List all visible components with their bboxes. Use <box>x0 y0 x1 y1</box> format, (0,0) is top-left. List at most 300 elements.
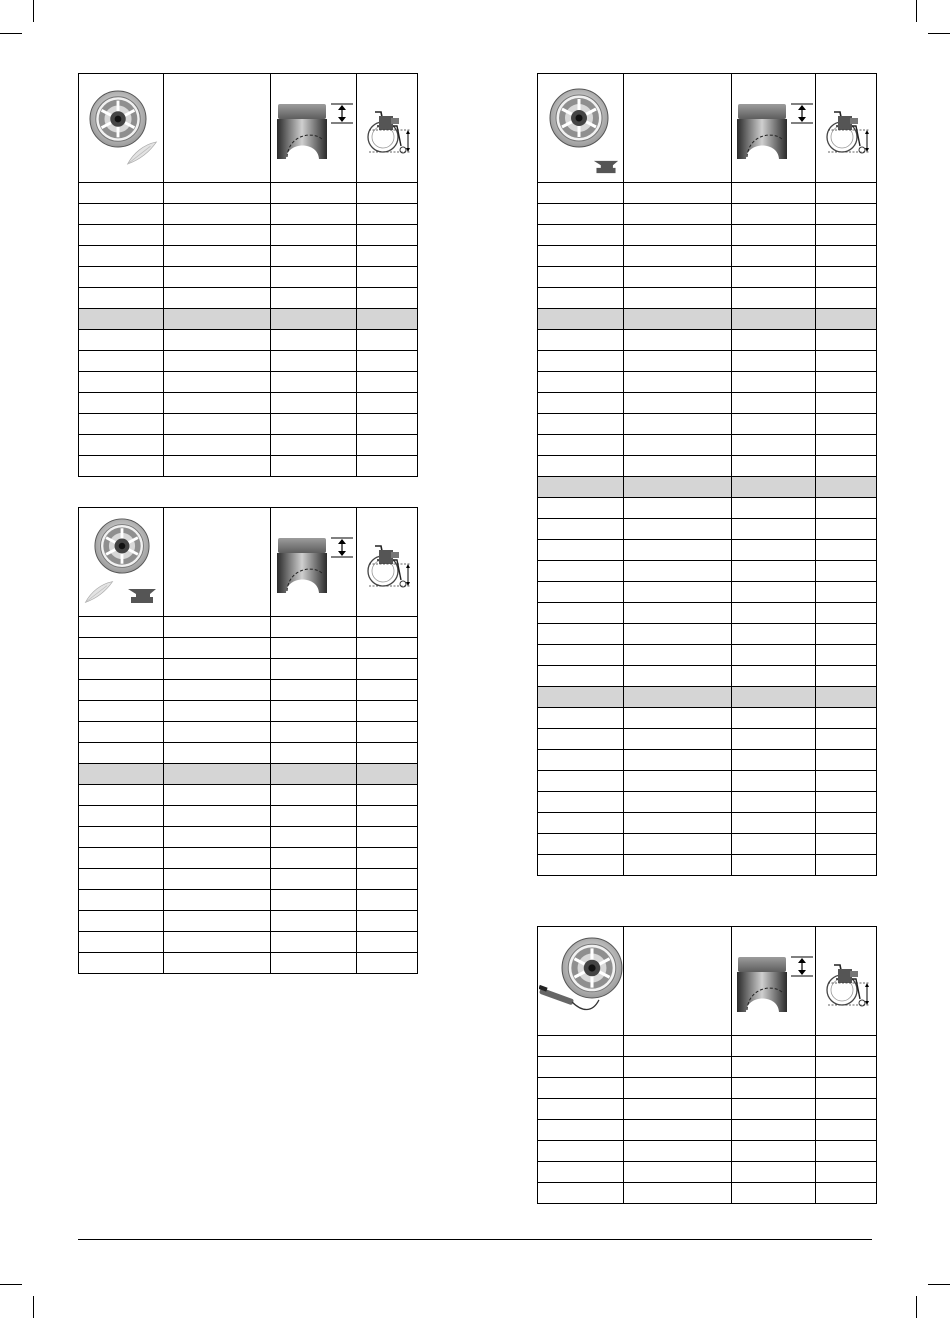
table-row <box>79 806 418 827</box>
table-cell <box>164 911 271 932</box>
table-cell <box>624 1183 732 1204</box>
table-cell <box>538 372 624 393</box>
table-body <box>79 617 418 974</box>
table-cell <box>538 351 624 372</box>
table-cell <box>624 498 732 519</box>
shaded-row <box>538 477 877 498</box>
table-cell <box>271 225 357 246</box>
table-cell <box>816 603 877 624</box>
table-cell <box>538 246 624 267</box>
table-row <box>79 288 418 309</box>
table-cell <box>732 792 816 813</box>
table-row <box>79 953 418 974</box>
table-cell <box>732 708 816 729</box>
table-cell <box>79 680 164 701</box>
table-cell <box>271 330 357 351</box>
bracket-header-cell <box>164 74 271 183</box>
table-cell <box>816 519 877 540</box>
shaded-row <box>79 764 418 785</box>
table-cell <box>624 246 732 267</box>
crop-mark <box>0 1284 22 1285</box>
table-row <box>538 855 877 876</box>
table-cell <box>816 309 877 330</box>
table-cell <box>79 435 164 456</box>
table-row <box>538 666 877 687</box>
table-row <box>538 540 877 561</box>
table-cell <box>732 687 816 708</box>
table-cell <box>164 456 271 477</box>
table-cell <box>816 1183 877 1204</box>
table-cell <box>271 806 357 827</box>
table-cell <box>164 204 271 225</box>
anvil-icon <box>128 589 156 603</box>
table-cell <box>164 953 271 974</box>
table-cell <box>624 540 732 561</box>
table-row <box>538 1099 877 1120</box>
table-row <box>79 785 418 806</box>
table-cell <box>624 477 732 498</box>
table-cell <box>357 848 418 869</box>
table-row <box>79 246 418 267</box>
table-cell <box>624 855 732 876</box>
table-cell <box>271 617 357 638</box>
table-cell <box>624 624 732 645</box>
table-cell <box>538 792 624 813</box>
table-cell <box>164 932 271 953</box>
table-cell <box>732 498 816 519</box>
table-cell <box>357 827 418 848</box>
table-cell <box>732 1141 816 1162</box>
table-cell <box>271 435 357 456</box>
table-cell <box>79 722 164 743</box>
crop-mark <box>33 1296 34 1318</box>
table-cell <box>816 1162 877 1183</box>
table-cell <box>624 729 732 750</box>
table-cell <box>357 372 418 393</box>
table-cell <box>816 855 877 876</box>
table-cell <box>357 435 418 456</box>
wheel-table-3 <box>537 73 877 876</box>
table-cell <box>79 932 164 953</box>
table-cell <box>164 890 271 911</box>
table-cell <box>816 414 877 435</box>
table-cell <box>79 351 164 372</box>
table-cell <box>79 869 164 890</box>
table-cell <box>816 204 877 225</box>
table-cell <box>538 1120 624 1141</box>
chair-header-cell <box>357 74 418 183</box>
wheel-header-cell <box>538 927 624 1036</box>
table-cell <box>624 414 732 435</box>
table-cell <box>79 372 164 393</box>
table-cell <box>624 372 732 393</box>
table-cell <box>816 1057 877 1078</box>
table-cell <box>732 645 816 666</box>
table-row <box>538 456 877 477</box>
table-row <box>538 1141 877 1162</box>
table-row <box>538 645 877 666</box>
table-cell <box>816 393 877 414</box>
crop-mark <box>916 0 917 22</box>
table-cell <box>538 1036 624 1057</box>
feather-icon <box>128 142 157 164</box>
table-cell <box>79 785 164 806</box>
table-cell <box>357 911 418 932</box>
table-cell <box>538 330 624 351</box>
table-row <box>79 393 418 414</box>
table-cell <box>357 722 418 743</box>
table-cell <box>538 582 624 603</box>
table-row <box>538 792 877 813</box>
table-cell <box>271 393 357 414</box>
table-cell <box>357 806 418 827</box>
table-row <box>79 743 418 764</box>
table-cell <box>732 1183 816 1204</box>
table-cell <box>732 288 816 309</box>
table-cell <box>732 435 816 456</box>
table-row <box>79 869 418 890</box>
wheelchair-icon <box>368 546 410 587</box>
table-cell <box>624 435 732 456</box>
table-cell <box>816 435 877 456</box>
table-cell <box>357 680 418 701</box>
table-cell <box>538 1078 624 1099</box>
shaded-row <box>538 309 877 330</box>
table-cell <box>732 729 816 750</box>
seat-height-icon <box>737 957 813 1012</box>
table-cell <box>538 855 624 876</box>
table-row <box>538 519 877 540</box>
table-row <box>79 617 418 638</box>
table-cell <box>624 330 732 351</box>
table-cell <box>79 659 164 680</box>
table-cell <box>624 519 732 540</box>
table-cell <box>164 722 271 743</box>
table-cell <box>538 561 624 582</box>
table-cell <box>732 456 816 477</box>
table-cell <box>538 750 624 771</box>
table-cell <box>816 834 877 855</box>
seat-height-icon <box>277 104 353 159</box>
crop-mark <box>928 1284 950 1285</box>
table-cell <box>816 1036 877 1057</box>
table-cell <box>79 701 164 722</box>
table-cell <box>357 764 418 785</box>
table-cell <box>538 267 624 288</box>
feather-icon <box>85 582 112 603</box>
table-cell <box>357 617 418 638</box>
table-row <box>79 911 418 932</box>
table-cell <box>164 701 271 722</box>
table-body <box>79 183 418 477</box>
table-cell <box>624 792 732 813</box>
table-row <box>538 1120 877 1141</box>
table-cell <box>538 813 624 834</box>
table-row <box>79 372 418 393</box>
table-cell <box>538 288 624 309</box>
table-cell <box>271 911 357 932</box>
crop-mark <box>33 0 34 22</box>
table-cell <box>357 414 418 435</box>
table-cell <box>79 267 164 288</box>
table-cell <box>816 561 877 582</box>
table-cell <box>732 183 816 204</box>
table-cell <box>816 645 877 666</box>
table-row <box>538 813 877 834</box>
table-cell <box>538 1162 624 1183</box>
table-cell <box>164 225 271 246</box>
anvil-icon <box>593 161 617 173</box>
table-cell <box>732 267 816 288</box>
table-cell <box>538 456 624 477</box>
table-cell <box>732 582 816 603</box>
table-cell <box>271 638 357 659</box>
table-cell <box>79 953 164 974</box>
table-row <box>79 225 418 246</box>
seat-height-icon <box>737 104 813 159</box>
wheel-icon <box>562 938 622 998</box>
table-row <box>79 456 418 477</box>
table-cell <box>271 288 357 309</box>
wheel-icon <box>550 89 608 147</box>
table-cell <box>816 183 877 204</box>
table-cell <box>538 1183 624 1204</box>
table-cell <box>164 617 271 638</box>
table-cell <box>79 393 164 414</box>
table-cell <box>79 183 164 204</box>
table-cell <box>357 869 418 890</box>
table-cell <box>732 204 816 225</box>
bracket-header-cell <box>164 508 271 617</box>
wheel-table-4 <box>537 926 877 1204</box>
table-cell <box>357 288 418 309</box>
table-row <box>79 932 418 953</box>
table-cell <box>538 666 624 687</box>
table-cell <box>624 582 732 603</box>
table-cell <box>624 687 732 708</box>
table-cell <box>271 351 357 372</box>
table-cell <box>732 834 816 855</box>
table-row <box>79 435 418 456</box>
table-cell <box>357 267 418 288</box>
table-cell <box>732 561 816 582</box>
wheel-table-1 <box>78 73 418 477</box>
table-cell <box>732 519 816 540</box>
table-cell <box>732 771 816 792</box>
table-cell <box>164 309 271 330</box>
table-cell <box>538 1057 624 1078</box>
table-row <box>538 225 877 246</box>
table-cell <box>271 204 357 225</box>
table-row <box>538 204 877 225</box>
chair-header-cell <box>816 74 877 183</box>
table-cell <box>624 708 732 729</box>
chair-header-cell <box>816 927 877 1036</box>
table-cell <box>79 764 164 785</box>
table-cell <box>538 225 624 246</box>
table-row <box>538 561 877 582</box>
table-cell <box>816 456 877 477</box>
table-cell <box>624 288 732 309</box>
table-cell <box>732 540 816 561</box>
table-cell <box>624 393 732 414</box>
table-row <box>538 267 877 288</box>
table-cell <box>164 372 271 393</box>
table-row <box>79 701 418 722</box>
table-cell <box>732 750 816 771</box>
table-cell <box>164 351 271 372</box>
table-row <box>538 708 877 729</box>
table-cell <box>164 183 271 204</box>
table-cell <box>164 393 271 414</box>
table-cell <box>816 1120 877 1141</box>
table-row <box>538 1057 877 1078</box>
table-cell <box>816 351 877 372</box>
wheel-icon <box>90 91 146 147</box>
table-cell <box>357 393 418 414</box>
table-cell <box>164 869 271 890</box>
table-row <box>538 372 877 393</box>
table-row <box>79 827 418 848</box>
table-cell <box>79 456 164 477</box>
table-row <box>538 288 877 309</box>
table-row <box>538 834 877 855</box>
table-cell <box>271 827 357 848</box>
table-cell <box>816 477 877 498</box>
table-cell <box>816 624 877 645</box>
table-cell <box>732 351 816 372</box>
table-cell <box>816 792 877 813</box>
table-cell <box>164 764 271 785</box>
table-cell <box>732 414 816 435</box>
table-cell <box>271 848 357 869</box>
table-cell <box>538 687 624 708</box>
table-cell <box>271 743 357 764</box>
table-cell <box>271 869 357 890</box>
table-cell <box>79 890 164 911</box>
wheel-table-2 <box>78 507 418 974</box>
table-cell <box>271 456 357 477</box>
table-cell <box>732 624 816 645</box>
wheelchair-icon <box>827 112 869 153</box>
table-cell <box>624 456 732 477</box>
table-cell <box>164 435 271 456</box>
table-cell <box>79 288 164 309</box>
table-cell <box>816 288 877 309</box>
table-cell <box>164 638 271 659</box>
table-cell <box>624 1162 732 1183</box>
table-cell <box>624 1099 732 1120</box>
table-cell <box>79 309 164 330</box>
wheel-icon <box>95 519 149 573</box>
table-cell <box>164 246 271 267</box>
table-cell <box>357 246 418 267</box>
wheelchair-icon <box>827 965 869 1006</box>
table-cell <box>538 204 624 225</box>
table-cell <box>271 309 357 330</box>
table-row <box>538 603 877 624</box>
table-cell <box>271 267 357 288</box>
table-cell <box>357 932 418 953</box>
table-cell <box>357 890 418 911</box>
table-cell <box>624 750 732 771</box>
table-cell <box>271 680 357 701</box>
table-cell <box>79 848 164 869</box>
table-cell <box>271 183 357 204</box>
table-row <box>79 638 418 659</box>
table-cell <box>624 645 732 666</box>
table-row <box>538 393 877 414</box>
table-row <box>538 498 877 519</box>
table-cell <box>624 1141 732 1162</box>
table-cell <box>538 645 624 666</box>
footer-rule <box>78 1239 872 1240</box>
table-cell <box>357 225 418 246</box>
crop-mark <box>916 1296 917 1318</box>
table-row <box>538 351 877 372</box>
table-cell <box>271 953 357 974</box>
shaded-row <box>538 687 877 708</box>
table-cell <box>624 1078 732 1099</box>
table-cell <box>732 372 816 393</box>
table-row <box>79 659 418 680</box>
table-cell <box>538 519 624 540</box>
table-cell <box>624 666 732 687</box>
table-row <box>79 204 418 225</box>
table-cell <box>538 624 624 645</box>
table-cell <box>164 288 271 309</box>
table-cell <box>271 246 357 267</box>
table-cell <box>538 498 624 519</box>
table-cell <box>271 414 357 435</box>
table-row <box>79 890 418 911</box>
table-row <box>79 267 418 288</box>
table-row <box>79 722 418 743</box>
table-cell <box>732 330 816 351</box>
table-body <box>538 183 877 876</box>
table-cell <box>79 638 164 659</box>
table-cell <box>164 785 271 806</box>
table-cell <box>732 603 816 624</box>
table-cell <box>357 701 418 722</box>
table-cell <box>816 498 877 519</box>
table-cell <box>271 372 357 393</box>
table-cell <box>164 659 271 680</box>
table-cell <box>164 680 271 701</box>
table-cell <box>624 309 732 330</box>
table-cell <box>816 1141 877 1162</box>
table-cell <box>357 351 418 372</box>
table-cell <box>732 1036 816 1057</box>
table-cell <box>357 785 418 806</box>
table-cell <box>271 659 357 680</box>
chair-header-cell <box>357 508 418 617</box>
table-cell <box>357 659 418 680</box>
table-row <box>538 624 877 645</box>
table-cell <box>816 666 877 687</box>
seat-header-cell <box>732 74 816 183</box>
table-cell <box>79 911 164 932</box>
table-cell <box>357 309 418 330</box>
table-cell <box>732 309 816 330</box>
table-cell <box>164 330 271 351</box>
table-cell <box>624 834 732 855</box>
table-cell <box>164 267 271 288</box>
table-row <box>538 330 877 351</box>
table-cell <box>732 246 816 267</box>
table-cell <box>271 785 357 806</box>
table-cell <box>538 435 624 456</box>
